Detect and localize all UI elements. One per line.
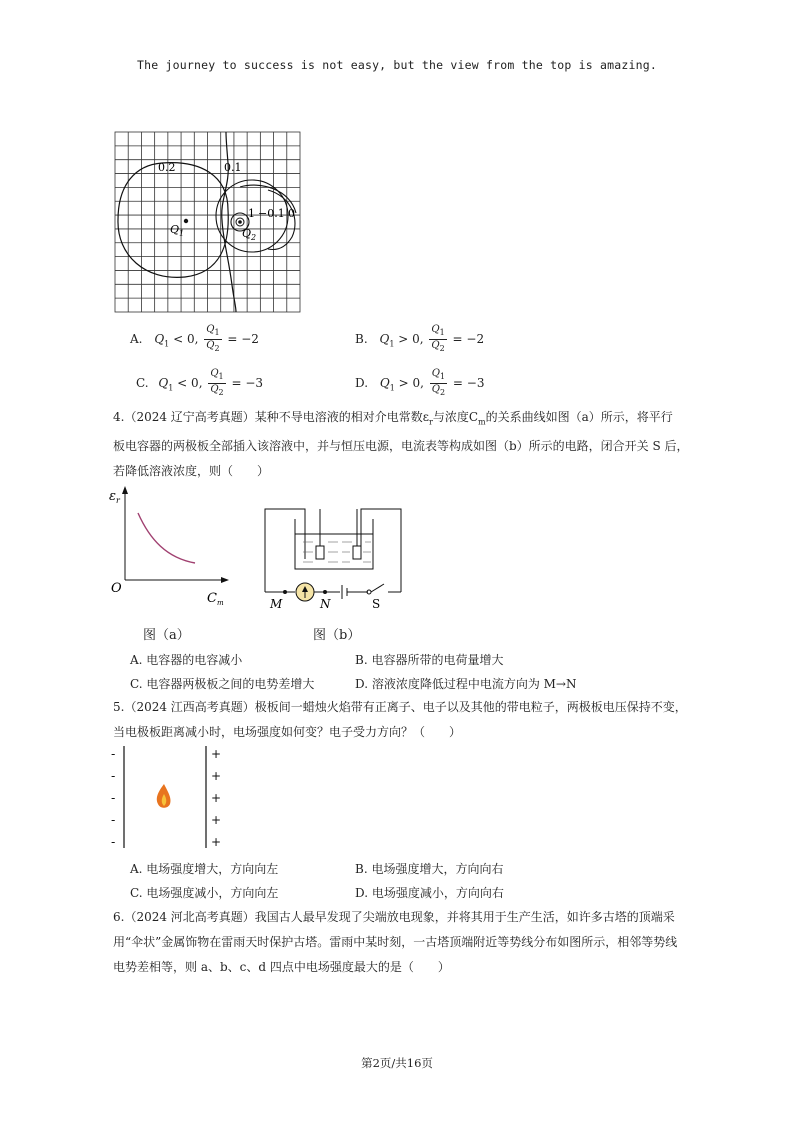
q4-option-b[interactable]: B. 电容器所带的电荷量增大	[355, 653, 504, 667]
minus-sign: -	[111, 791, 116, 805]
q4-option-c[interactable]: C. 电容器两极板之间的电势差增大	[130, 677, 315, 691]
equipotential-grid-figure	[100, 125, 310, 320]
q3-option-d[interactable]: D. $Q_1 > 0$, $\frac{Q_1}{Q_2}$ = −3	[355, 368, 485, 397]
label-zero: 0	[288, 207, 295, 220]
plus-sign: +	[211, 791, 222, 805]
plus-sign: +	[211, 769, 222, 783]
q3-option-a[interactable]: A. $Q_1 < 0$, $\frac{Q_1}{Q_2}$ = −2	[130, 324, 259, 353]
flame-icon	[157, 784, 171, 808]
q3-option-b[interactable]: B. $Q_1 > 0$, $\frac{Q_1}{Q_2}$ = −2	[355, 324, 485, 353]
minus-sign: -	[111, 835, 116, 849]
label-q1: $Q_1$	[170, 223, 185, 238]
capacitor-flame-figure	[108, 742, 238, 854]
q5-stem: 5.（2024 江西高考真题）极板间一蜡烛火焰带有正离子、电子以及其他的带电粒子，两极板电压保持不变， 当电极板距离减小时，电场强度如何变？电子受力方向？（ ）	[113, 700, 687, 739]
q4-option-d[interactable]: D. 溶液浓度降低过程中电流方向为 M→N	[355, 677, 577, 691]
label-n: N	[320, 597, 331, 611]
label-m: M	[270, 597, 283, 611]
q3-option-c[interactable]: C. $Q_1 < 0$, $\frac{Q_1}{Q_2}$ = −3	[136, 368, 264, 397]
page-number: 第2页/共16页	[361, 1056, 433, 1070]
plus-sign: +	[211, 835, 222, 849]
label-0-2: 0.2	[158, 161, 176, 174]
label-0-1: 0.1	[224, 161, 242, 174]
q5-option-a[interactable]: A. 电场强度增大，方向向左	[130, 862, 279, 876]
q6-stem: 6.（2024 河北高考真题）我国古人最早发现了尖端放电现象，并将其用于生产生活，如许多古塔的顶端采 用“伞状”金属饰物在雷雨天时保护古塔。雷雨中某时刻，一古塔顶端附近等势线分布如图所示，相邻等势线 电势差相等，则 a、b、c、d 四点中电场强度最大的是（ ）	[113, 910, 678, 974]
label-neg-0-1: −0.1	[258, 207, 285, 220]
figure-b-circuit	[258, 504, 408, 614]
q4-stem: 4.（2024 辽宁高考真题）某种不导电溶液的相对介电常数$\varepsilon_r$与浓度$C_m$的关系曲线如图（a）所示，将平行 板电容器的两极板全部插入该溶液中，并与恒压电源，电流表等构成如图（b）所示的电路，闭合开关 S 后， 若降低溶液浓度，则（ ）	[113, 410, 689, 479]
plus-sign: +	[211, 747, 222, 761]
label-s: S	[372, 597, 381, 611]
figure-a-curve	[105, 480, 235, 608]
label-inner: 1	[248, 207, 255, 220]
label-q2: $Q_2$	[242, 227, 257, 242]
q5-option-b[interactable]: B. 电场强度增大，方向向右	[355, 862, 504, 876]
q5-option-c[interactable]: C. 电场强度减小，方向向左	[130, 886, 279, 900]
q5-option-d[interactable]: D. 电场强度减小，方向向右	[355, 886, 504, 900]
page-header-motto: The journey to success is not easy, but the view from the top is amazing.	[136, 58, 658, 72]
minus-sign: -	[111, 769, 116, 783]
fig-a-x-label: $C_m$	[207, 591, 224, 607]
fig-a-origin: O	[111, 581, 122, 596]
minus-sign: -	[111, 813, 116, 827]
minus-sign: -	[111, 747, 116, 761]
fig-a-caption: 图（a）	[143, 628, 190, 643]
fig-b-caption: 图（b）	[313, 628, 361, 643]
fig-a-y-label: $\varepsilon_r$	[109, 489, 120, 505]
plus-sign: +	[211, 813, 222, 827]
q4-option-a[interactable]: A. 电容器的电容减小	[130, 653, 243, 667]
